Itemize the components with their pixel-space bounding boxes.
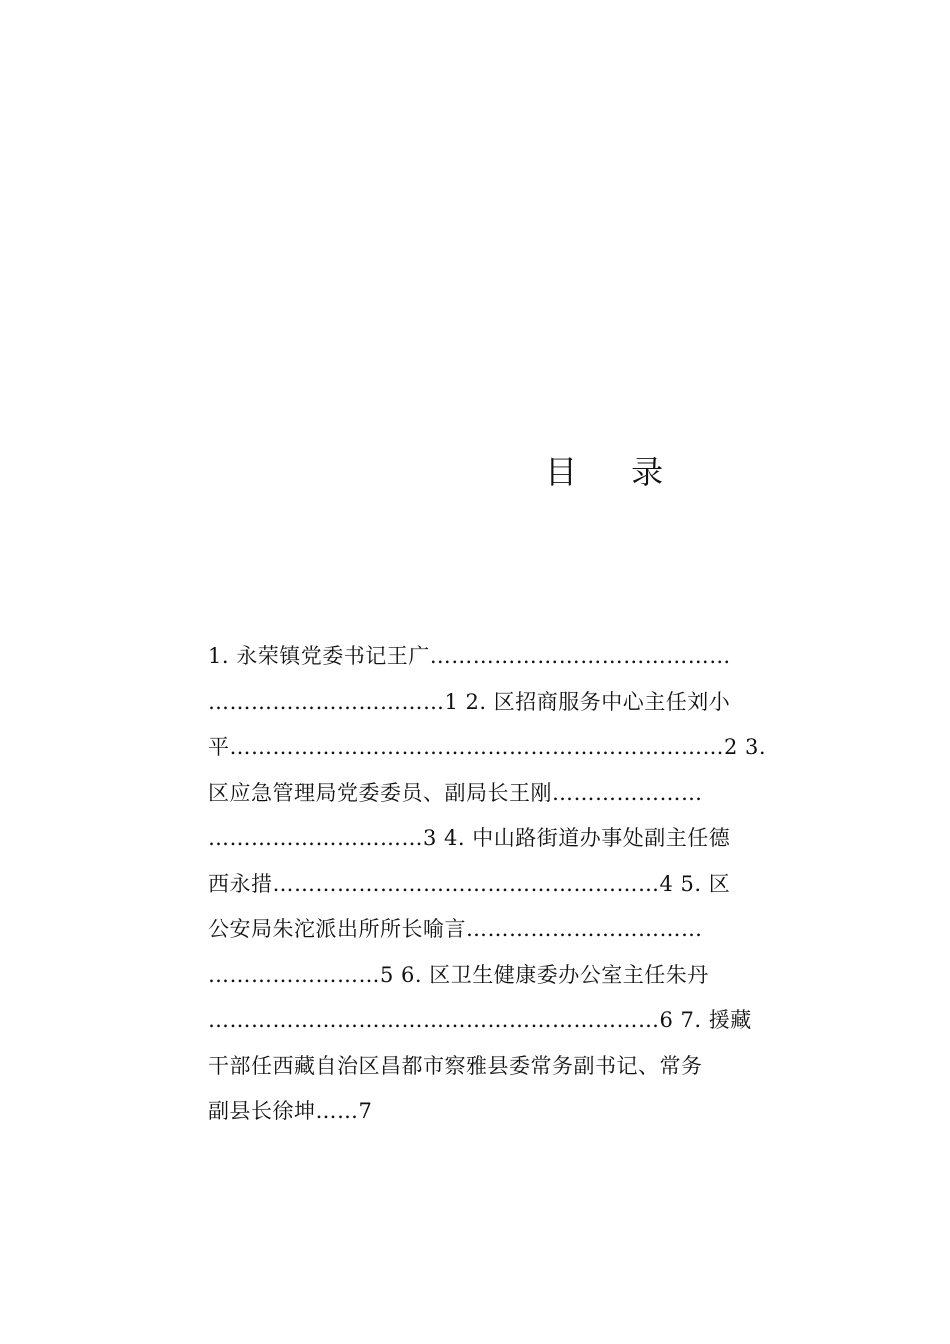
toc-line: ………………………………………………………6 7. 援藏: [208, 1008, 752, 1032]
toc-line: 区应急管理局党委委员、副局长王刚…………………: [208, 780, 703, 805]
toc-line: 干部任西藏自治区昌都市察雅县委常务副书记、常务: [208, 1053, 703, 1078]
toc-line: 1. 永荣镇党委书记王广……………………………………: [208, 644, 731, 668]
toc-line: ……………………………1 2. 区招商服务中心主任刘小: [208, 689, 731, 714]
toc-line: 西永措………………………………………………4 5. 区: [208, 871, 731, 896]
toc-line: 公安局朱沱派出所所长喻言……………………………: [208, 917, 703, 941]
toc-line: ……………………5 6. 区卫生健康委办公室主任朱丹: [208, 962, 709, 987]
toc-line: …………………………3 4. 中山路街道办事处副主任德: [208, 826, 731, 850]
toc-title: 目 录: [545, 453, 686, 491]
toc-list: [208, 634, 768, 1135]
toc-line: 平……………………………………………………………2 3.: [208, 735, 767, 759]
toc-line: 副县长徐坤……7: [208, 1099, 373, 1123]
